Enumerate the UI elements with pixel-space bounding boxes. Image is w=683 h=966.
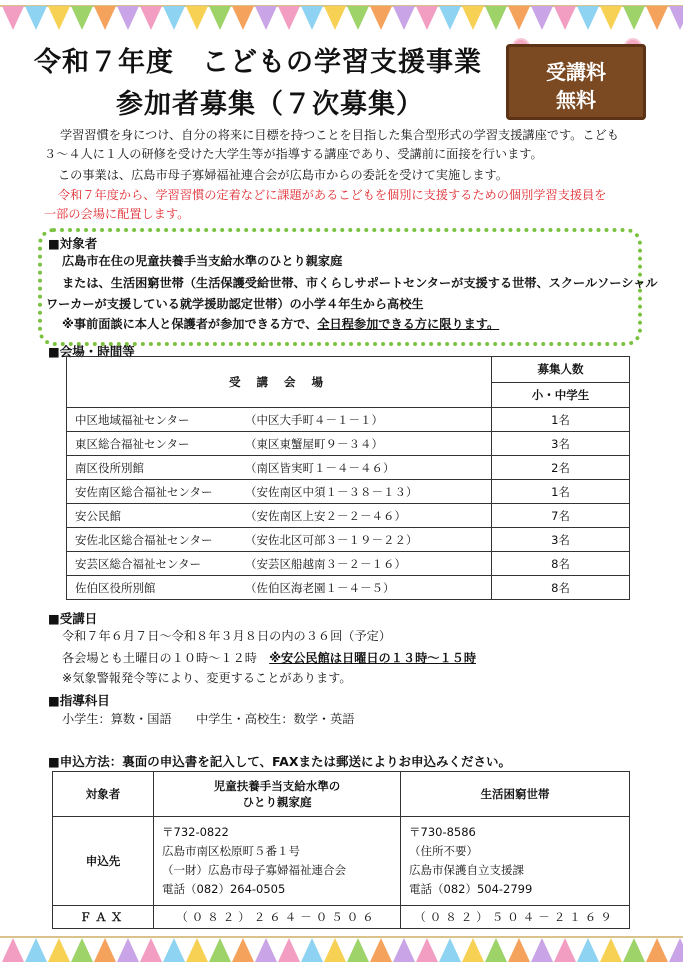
venue-row xyxy=(67,552,630,576)
venue-address: （安佐南区中須１－３８－１３） xyxy=(245,484,418,499)
venue-row xyxy=(67,432,630,456)
target-line-2: または、生活困窮世帯（生活保護受給世帯、市くらしサポートセンターが支援する世帯、スクールソーシャル xyxy=(62,276,658,290)
apply-target-header: 対象者 xyxy=(53,772,154,817)
schedule-hours-exception: ※安公民館は日曜日の１３時～１５時 xyxy=(269,651,477,665)
venue-name: 安芸区総合福祉センター xyxy=(75,556,202,571)
bunting-flag xyxy=(531,938,553,962)
target-note-emphasis: 全日程参加できる方に限ります。 xyxy=(317,317,500,331)
bunting-flag xyxy=(117,6,139,30)
bunting-flag xyxy=(508,938,530,962)
bunting-flag xyxy=(623,6,645,30)
bunting-flag xyxy=(646,938,668,962)
schedule-heading: ■受講日 xyxy=(48,611,98,626)
venue-address: （南区皆実町１－４－４６） xyxy=(245,460,395,475)
venue-name: 安公民館 xyxy=(75,508,121,523)
bunting-flag xyxy=(462,938,484,962)
bunting-flag xyxy=(577,938,599,962)
page-title-line1: 令和７年度 こどもの学習支援事業 xyxy=(34,47,482,78)
venue-capacity: 3名 xyxy=(492,432,630,456)
bunting-flag xyxy=(347,6,369,30)
single-parent-address xyxy=(154,817,401,906)
venues-heading: ■会場・時間等 xyxy=(48,344,135,359)
poverty-org: 広島市保護自立支援課 xyxy=(409,863,524,877)
venue-name: 佐伯区役所別館 xyxy=(75,580,156,595)
bunting-flag xyxy=(301,938,323,962)
apply-destination-label: 申込先 xyxy=(53,817,154,906)
venue-name: 南区役所別館 xyxy=(75,460,144,475)
venue-name: 東区総合福祉センター xyxy=(75,436,190,451)
venue-row xyxy=(67,456,630,480)
bunting-flag xyxy=(416,6,438,30)
venue-row xyxy=(67,408,630,432)
intro-line-2: ３～４人に１人の研修を受けた大学生等が指導する講座であり、受講前に面接を行います。 xyxy=(44,147,543,161)
single-parent-header-line2: ひとり親家庭 xyxy=(242,795,312,809)
fax-label: ＦＡＸ xyxy=(53,906,154,929)
target-note xyxy=(62,316,499,332)
bunting-flag xyxy=(186,6,208,30)
intro-line-1: 学習習慣を身につけ、自分の将来に目標を持つことを目指した集合型形式の学習支援講座です。こども xyxy=(60,128,619,142)
bunting-flag xyxy=(163,938,185,962)
bunting-flag xyxy=(2,6,24,30)
intro-line-5: 一部の会場に配置します。 xyxy=(44,207,190,221)
venue-address: （佐伯区海老園１－４－５） xyxy=(245,580,395,595)
bunting-flag xyxy=(232,938,254,962)
bunting-flag xyxy=(531,6,553,30)
venue-address: （安佐北区可部３－１９－２２） xyxy=(245,532,418,547)
schedule-note: ※気象警報発令等により、変更することがあります。 xyxy=(62,671,352,685)
fax-poverty: （０８２）５０４－２１６９ xyxy=(401,906,630,929)
bunting-flag xyxy=(232,6,254,30)
top-bunting-decoration xyxy=(0,0,683,32)
bunting-flag xyxy=(278,6,300,30)
bottom-bunting-decoration xyxy=(0,934,683,966)
bunting-flag xyxy=(669,938,683,962)
bunting-flag xyxy=(25,938,47,962)
venue-cell xyxy=(67,504,492,528)
venue-header-row xyxy=(67,357,630,383)
fax-single-parent: （０８２）２６４－０５０６ xyxy=(154,906,401,929)
bunting-flag xyxy=(370,938,392,962)
bunting-flag xyxy=(439,938,461,962)
apply-address-row xyxy=(53,817,630,906)
bunting-flag xyxy=(25,6,47,30)
bunting-flag xyxy=(186,938,208,962)
bunting-flag xyxy=(600,938,622,962)
bunting-flag xyxy=(370,6,392,30)
bunting-flag xyxy=(669,6,683,30)
apply-heading: ■申込方法：裏面の申込書を記入して、FAXまたは郵送によりお申込みください。 xyxy=(48,754,511,769)
bunting-flag xyxy=(255,6,277,30)
sign-text-fee: 受講料 xyxy=(546,60,606,84)
venue-cell xyxy=(67,432,492,456)
bunting-flag xyxy=(324,938,346,962)
apply-single-parent-header xyxy=(154,772,401,817)
venue-capacity: 7名 xyxy=(492,504,630,528)
venue-cell xyxy=(67,480,492,504)
bunting-flag xyxy=(577,6,599,30)
bunting-flag xyxy=(416,938,438,962)
venue-capacity: 8名 xyxy=(492,552,630,576)
venue-capacity: 2名 xyxy=(492,456,630,480)
venue-cell xyxy=(67,576,492,600)
bunting-flag xyxy=(255,938,277,962)
bunting-flag xyxy=(117,938,139,962)
bunting-flag xyxy=(623,938,645,962)
venue-row xyxy=(67,480,630,504)
bunting-flag xyxy=(462,6,484,30)
bunting-flag xyxy=(439,6,461,30)
venue-name: 安佐南区総合福祉センター xyxy=(75,484,213,499)
single-parent-org: （一財）広島市母子寡婦福祉連合会 xyxy=(162,863,346,877)
bunting-flag xyxy=(554,938,576,962)
single-parent-street: 広島市南区松原町５番１号 xyxy=(162,844,300,858)
poverty-tel: 電話（082）504-2799 xyxy=(409,882,533,896)
intro-line-3: この事業は、広島市母子寡婦福祉連合会が広島市からの委託を受けて実施します。 xyxy=(58,168,508,182)
single-parent-postal: 〒732-0822 xyxy=(162,825,229,839)
poverty-street: （住所不要） xyxy=(409,844,478,858)
subjects-heading: ■指導科目 xyxy=(48,693,110,708)
venue-cell xyxy=(67,456,492,480)
bunting-flag xyxy=(140,938,162,962)
target-line-3: ワーカーが支援している就学援助認定世帯）の小学４年生から高校生 xyxy=(46,297,424,311)
target-note-prefix: ※事前面談に本人と保護者が参加できる方で、 xyxy=(62,317,318,331)
bunting-flag xyxy=(508,6,530,30)
bunting-flag xyxy=(94,938,116,962)
apply-header-row xyxy=(53,772,630,817)
venue-capacity: 1名 xyxy=(492,408,630,432)
venue-row xyxy=(67,504,630,528)
apply-table xyxy=(52,771,630,929)
venue-cell xyxy=(67,408,492,432)
bunting-flag xyxy=(209,938,231,962)
bunting-flag xyxy=(278,938,300,962)
bunting-flag xyxy=(2,938,24,962)
bunting-flag xyxy=(485,6,507,30)
single-parent-header-line1: 児童扶養手当支給水準の xyxy=(213,779,341,793)
schedule-period: 令和７年６月７日～令和８年３月８日の内の３６回（予定） xyxy=(62,629,392,643)
bunting-flag xyxy=(48,6,70,30)
venue-row xyxy=(67,528,630,552)
schedule-hours-text: 各会場とも土曜日の１０時～１２時 xyxy=(62,651,270,665)
bunting-flag xyxy=(324,6,346,30)
venue-capacity: 3名 xyxy=(492,528,630,552)
intro-line-4: 令和７年度から、学習習慣の定着などに課題があるこどもを個別に支援するための個別学習支援員を xyxy=(58,188,607,202)
subjects-text: 小学生：算数・国語 中学生・高校生：数学・英語 xyxy=(62,712,355,726)
poverty-postal: 〒730-8586 xyxy=(409,825,476,839)
capacity-subheader: 小・中学生 xyxy=(492,382,630,408)
target-heading: ■対象者 xyxy=(48,236,98,251)
bunting-flag xyxy=(48,938,70,962)
bunting-flag xyxy=(163,6,185,30)
sign-text-free: 無料 xyxy=(556,88,596,112)
apply-poverty-header: 生活困窮世帯 xyxy=(401,772,630,817)
poverty-address xyxy=(401,817,630,906)
venue-cell xyxy=(67,528,492,552)
venue-address: （安芸区船越南３－２－１６） xyxy=(245,556,406,571)
bunting-flag xyxy=(646,6,668,30)
bunting-flag xyxy=(600,6,622,30)
bunting-flag xyxy=(393,6,415,30)
target-line-1: 広島市在住の児童扶養手当支給水準のひとり親家庭 xyxy=(62,254,343,268)
page-title-line2: 参加者募集（７次募集） xyxy=(116,89,424,120)
venue-row xyxy=(67,576,630,600)
venue-cell xyxy=(67,552,492,576)
bunting-flag xyxy=(485,938,507,962)
venue-capacity: 1名 xyxy=(492,480,630,504)
venue-header: 受 講 会 場 xyxy=(67,357,492,408)
venue-address: （安佐南区上安２－２－４６） xyxy=(245,508,406,523)
capacity-header: 募集人数 xyxy=(492,357,630,383)
apply-fax-row xyxy=(53,906,630,929)
bunting-flag xyxy=(209,6,231,30)
bunting-flag xyxy=(140,6,162,30)
venue-name: 安佐北区総合福祉センター xyxy=(75,532,213,547)
schedule-hours xyxy=(62,650,476,666)
bunting-flag xyxy=(71,6,93,30)
venue-address: （中区大手町４－１－１） xyxy=(245,412,383,427)
single-parent-tel: 電話（082）264-0505 xyxy=(162,882,286,896)
bunting-flag xyxy=(393,938,415,962)
venue-table xyxy=(66,356,630,600)
venue-name: 中区地域福祉センター xyxy=(75,412,190,427)
venue-address: （東区東蟹屋町９－３４） xyxy=(245,436,383,451)
bunting-flag xyxy=(554,6,576,30)
bunting-flag xyxy=(301,6,323,30)
free-tuition-sign xyxy=(506,38,646,123)
venue-capacity: 8名 xyxy=(492,576,630,600)
bunting-flag xyxy=(71,938,93,962)
bunting-flag xyxy=(94,6,116,30)
bunting-flag xyxy=(347,938,369,962)
